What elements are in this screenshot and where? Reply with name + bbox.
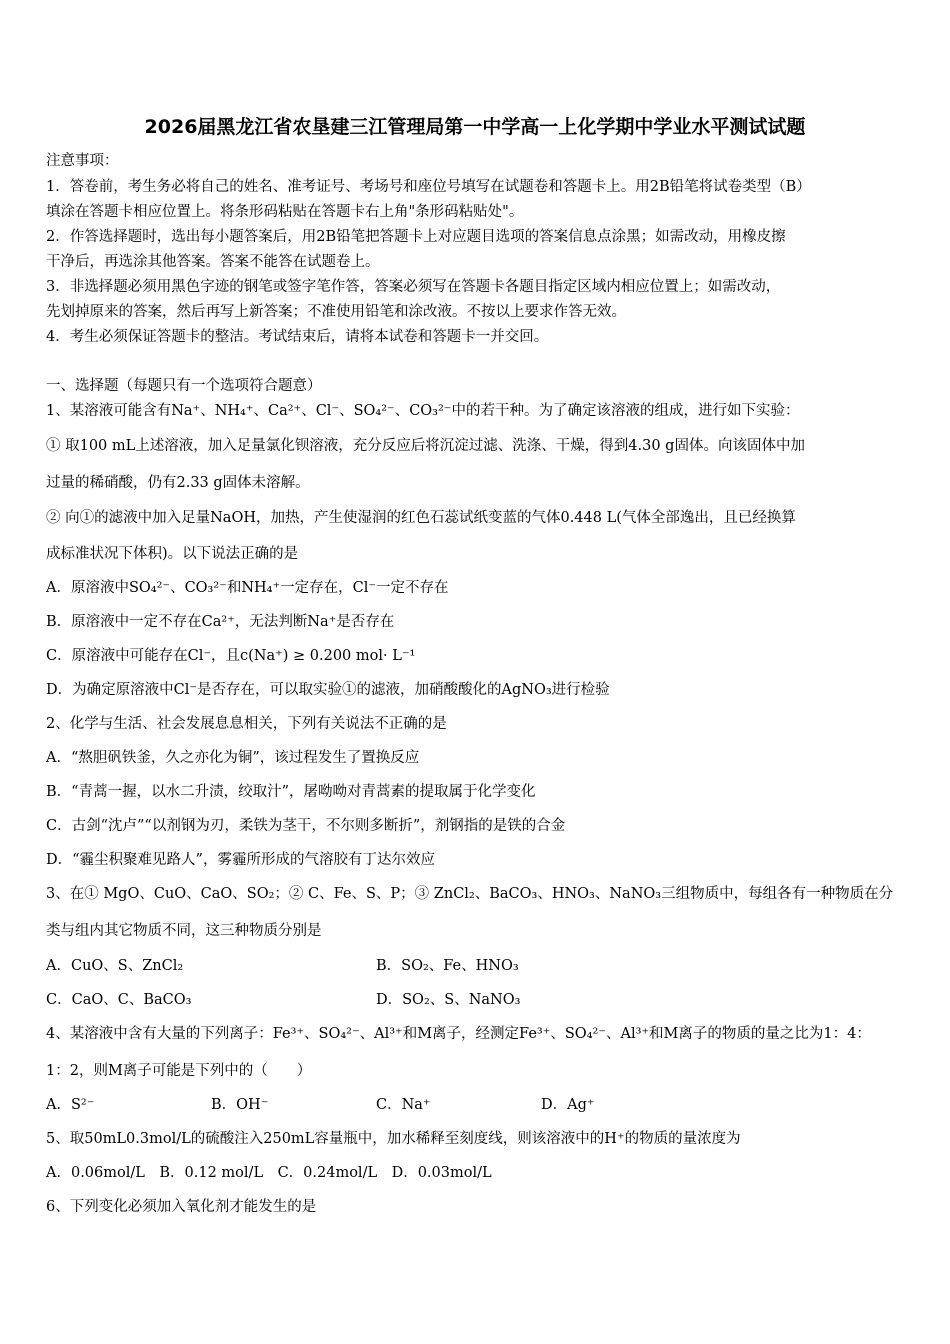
- notice-line: 4．考生必须保证答题卡的整洁。考试结束后，请将本试卷和答题卡一并交回。: [46, 329, 549, 345]
- q1-exp2: ② 向①的滤液中加入足量NaOH，加热，产生使湿润的红色石蕊试纸变蓝的气体0.448 L(气体全部逸出，且已经换算: [46, 510, 796, 526]
- q2-option-b: B．“青蒿一握，以水二升渍，绞取汁”，屠呦呦对青蒿素的提取属于化学变化: [46, 784, 536, 800]
- q1-option-a: A．原溶液中SO₄²⁻、CO₃²⁻和NH₄⁺一定存在，Cl⁻一定不存在: [46, 580, 449, 596]
- q3-option-b: B．SO₂、Fe、HNO₃: [376, 958, 519, 974]
- q6-stem: 6、下列变化必须加入氧化剂才能发生的是: [46, 1199, 317, 1215]
- q2-stem: 2、化学与生活、社会发展息息相关，下列有关说法不正确的是: [46, 716, 447, 732]
- q1-option-b: B．原溶液中一定不存在Ca²⁺，无法判断Na⁺是否存在: [46, 614, 395, 630]
- q1-option-d: D．为确定原溶液中Cl⁻是否存在，可以取实验①的滤液，加硝酸酸化的AgNO₃进行检验: [46, 682, 610, 698]
- q2-option-d: D．“霾尘积聚难见路人”，雾霾所形成的气溶胶有丁达尔效应: [46, 852, 435, 868]
- q1-stem: 1、某溶液可能含有Na⁺、NH₄⁺、Ca²⁺、Cl⁻、SO₄²⁻、CO₃²⁻中的若干种。为了确定该溶液的组成，进行如下实验：: [46, 403, 800, 419]
- q3-stem-cont: 类与组内其它物质不同，这三种物质分别是: [46, 923, 322, 939]
- q5-stem: 5、取50mL0.3mol/L的硫酸注入250mL容量瓶中，加水稀释至刻度线，则该溶液中的H⁺的物质的量浓度为: [46, 1131, 741, 1147]
- notice-line: 3．非选择题必须用黑色字迹的钢笔或签字笔作答，答案必须写在答题卡各题目指定区域内相应位置上；如需改动，: [46, 279, 781, 295]
- q3-stem: 3、在① MgO、CuO、CaO、SO₂；② C、Fe、S、P；③ ZnCl₂、BaCO₃、HNO₃、NaNO₃三组物质中，每组各有一种物质在分: [46, 886, 894, 902]
- q3-option-c: C．CaO、C、BaCO₃: [46, 992, 192, 1008]
- q1-exp1: ① 取100 mL上述溶液，加入足量氯化钡溶液，充分反应后将沉淀过滤、洗涤、干燥，得到4.30 g固体。向该固体中加: [46, 438, 805, 454]
- exam-title: 2026届黑龙江省农垦建三江管理局第一中学高一上化学期中学业水平测试试题: [144, 116, 806, 138]
- q4-option-d: D．Ag⁺: [541, 1097, 595, 1113]
- notice-line: 先划掉原来的答案，然后再写上新答案；不准使用铅笔和涂改液。不按以上要求作答无效。: [46, 304, 626, 320]
- notice-line: 1．答卷前，考生务必将自己的姓名、准考证号、考场号和座位号填写在试题卷和答题卡上。用2B铅笔将试卷类型（B）: [46, 179, 811, 195]
- notice-line: 干净后，再选涂其他答案。答案不能答在试题卷上。: [46, 254, 380, 270]
- notice-line: 2．作答选择题时，选出每小题答案后，用2B铅笔把答题卡上对应题目选项的答案信息点涂黑；如需改动，用橡皮擦: [46, 229, 786, 245]
- q4-stem: 4、某溶液中含有大量的下列离子：Fe³⁺、SO₄²⁻、Al³⁺和M离子，经测定Fe³⁺、SO₄²⁻、Al³⁺和M离子的物质的量之比为1：4：: [46, 1026, 871, 1042]
- section-heading: 一、选择题（每题只有一个选项符合题意）: [46, 378, 322, 394]
- q4-option-b: B．OH⁻: [211, 1097, 269, 1113]
- q2-option-a: A．“熬胆矾铁釜，久之亦化为铜”，该过程发生了置换反应: [46, 750, 420, 766]
- q4-option-c: C．Na⁺: [376, 1097, 431, 1113]
- q3-option-d: D．SO₂、S、NaNO₃: [376, 992, 521, 1008]
- notice-line: 填涂在答题卡相应位置上。将条形码粘贴在答题卡右上角"条形码粘贴处"。: [46, 204, 524, 220]
- q5-options: A．0.06mol/L B．0.12 mol/L C．0.24mol/L D．0.03mol/L: [46, 1165, 492, 1181]
- notice-heading: 注意事项：: [46, 153, 119, 169]
- q3-option-a: A．CuO、S、ZnCl₂: [46, 958, 184, 974]
- q1-exp1-cont: 过量的稀硝酸，仍有2.33 g固体未溶解。: [46, 475, 310, 491]
- q2-option-c: C．古剑“沈卢”“以剂钢为刃，柔铁为茎干，不尔则多断折”，剂钢指的是铁的合金: [46, 818, 566, 834]
- q4-option-a: A．S²⁻: [46, 1097, 95, 1113]
- q1-exp2-cont: 成标准状况下体积)。以下说法正确的是: [46, 546, 299, 562]
- q4-stem-cont: 1：2，则M离子可能是下列中的（ ）: [46, 1063, 312, 1079]
- q1-option-c: C．原溶液中可能存在Cl⁻，且c(Na⁺) ≥ 0.200 mol· L⁻¹: [46, 648, 416, 664]
